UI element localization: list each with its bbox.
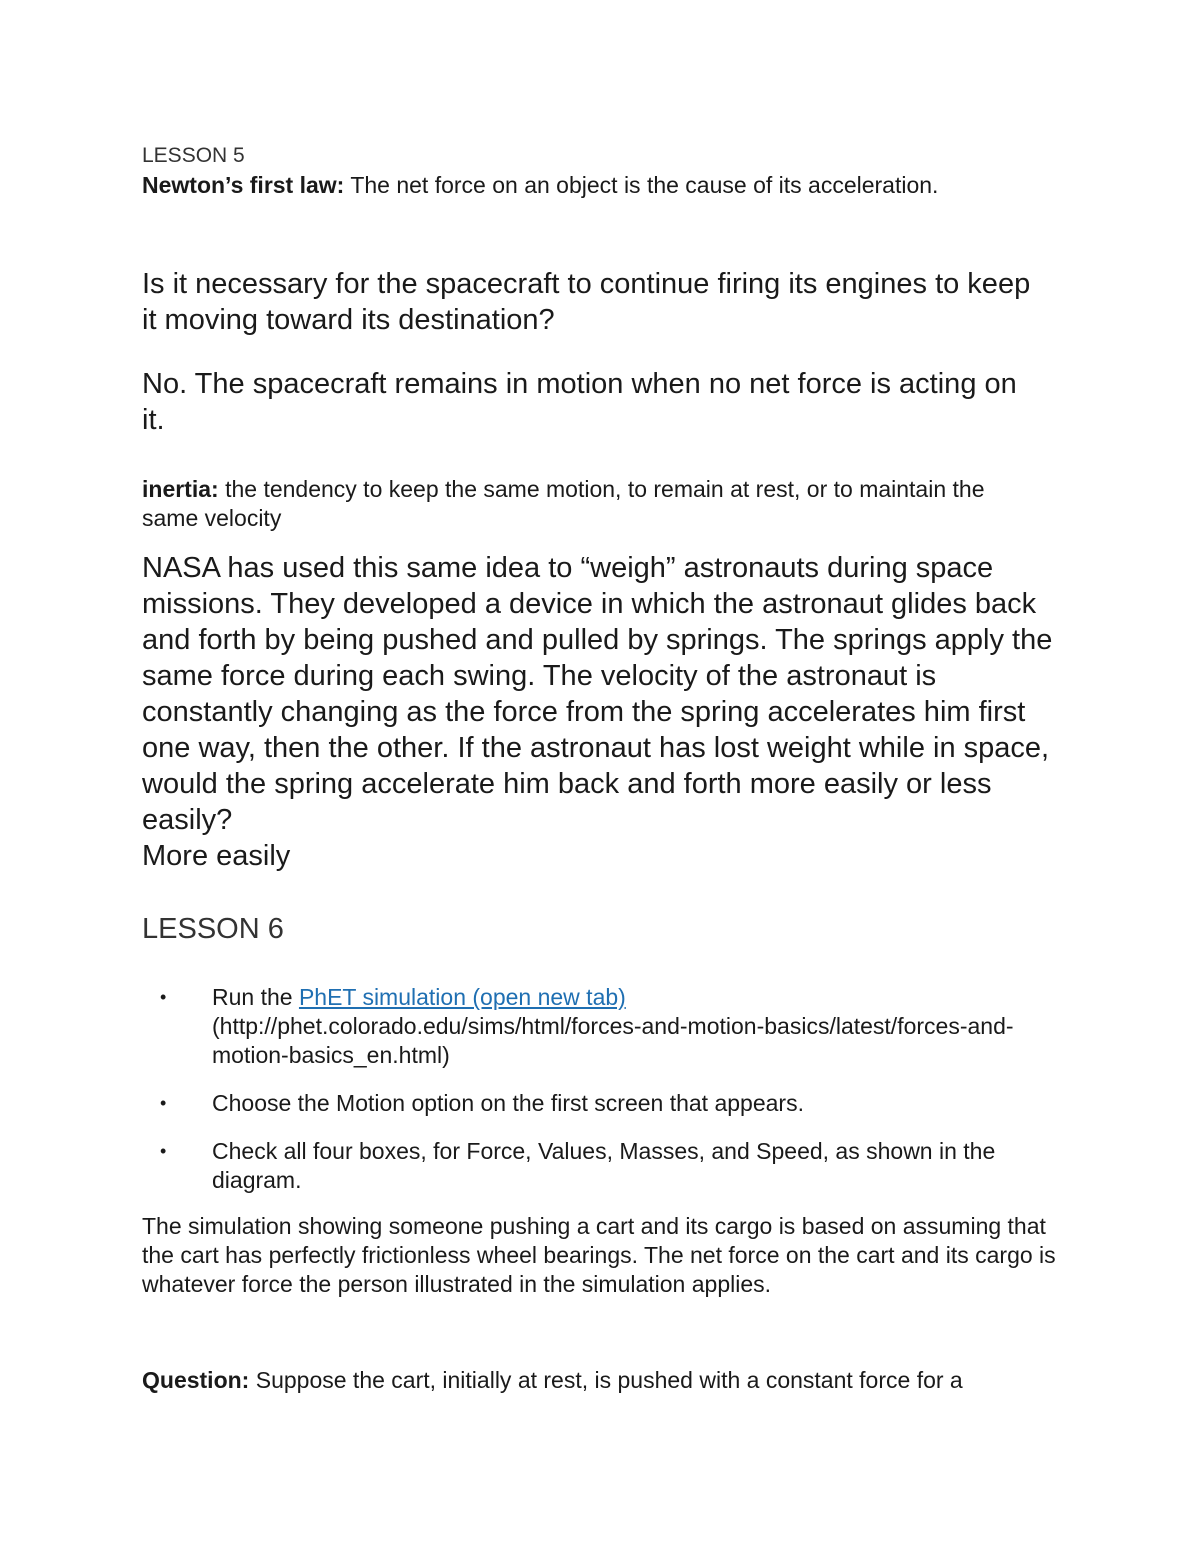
question-term: Question: — [142, 1367, 250, 1393]
bullet-icon: • — [160, 987, 167, 1007]
nasa-text: NASA has used this same idea to “weigh” astronauts during space missions. They developed a device in which the astronaut glides back and forth by being pushed and pulled by springs. The springs apply the same force during each swing. The velocity of the astronaut is constantly changing as the force from the spring accelerates him first one way, then the other. If the astronaut has lost weight while in space, would the spring accelerate him back and forth more easily or less easily? — [142, 552, 1053, 836]
newtons-first-law-text: The net force on an object is the cause of its acceleration. — [344, 172, 939, 198]
cart-question — [142, 1366, 963, 1395]
document-page — [142, 0, 1057, 1553]
list-item — [142, 983, 1057, 1070]
list-item — [142, 1089, 1057, 1118]
list-item — [142, 1137, 1057, 1195]
bullet-icon: • — [160, 1141, 167, 1161]
newtons-first-law-definition — [142, 171, 938, 199]
bullet-icon: • — [160, 1093, 167, 1113]
inertia-term: inertia: — [142, 476, 219, 502]
choose-motion-instruction: Choose the Motion option on the first screen that appears. — [212, 1090, 804, 1116]
phet-simulation-url: (http://phet.colorado.edu/sims/html/forces-and-motion-basics/latest/forces-and-motion-basics_en.html) — [212, 1013, 1014, 1068]
spacecraft-question: Is it necessary for the spacecraft to continue firing its engines to keep it moving toward its destination? — [142, 268, 1031, 336]
inertia-text: the tendency to keep the same motion, to remain at rest, or to maintain the same velocity — [142, 476, 985, 531]
run-simulation-prefix: Run the — [212, 984, 299, 1010]
spacecraft-answer: No. The spacecraft remains in motion when no net force is acting on it. — [142, 368, 1017, 436]
newtons-first-law-term: Newton’s first law: — [142, 172, 345, 198]
check-boxes-instruction: Check all four boxes, for Force, Values, Masses, and Speed, as shown in the diagram. — [212, 1138, 996, 1193]
cart-question-text: Suppose the cart, initially at rest, is pushed with a constant force for a — [249, 1367, 963, 1393]
phet-simulation-link[interactable]: PhET simulation (open new tab) — [298, 984, 626, 1010]
instruction-list — [142, 983, 1057, 1214]
nasa-paragraph — [142, 550, 1057, 874]
simulation-description: The simulation showing someone pushing a cart and its cargo is based on assuming that the cart has perfectly frictionless wheel bearings. The net force on the cart and its cargo is whatever force the person illustrated in the simulation applies. — [142, 1213, 1056, 1297]
lesson-6-heading: LESSON 6 — [142, 913, 284, 945]
inertia-definition — [142, 475, 1047, 533]
lesson-5-heading: LESSON 5 — [142, 144, 245, 167]
nasa-answer: More easily — [142, 840, 291, 872]
